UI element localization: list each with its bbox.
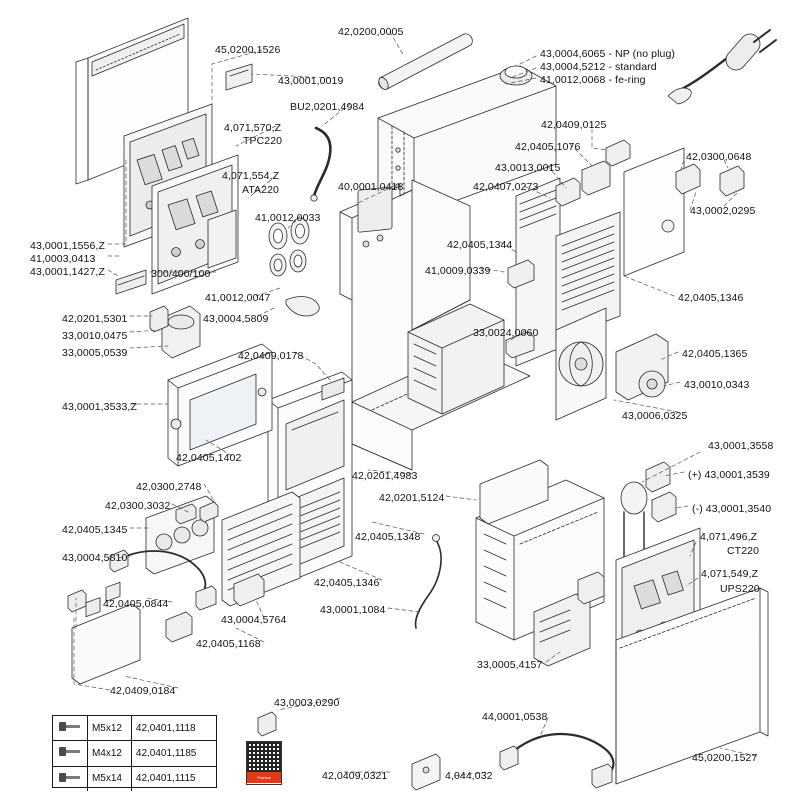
part-label: 33,0010,0475 [62,330,128,342]
fastener-part-number: 42,0401,1185 [131,741,216,766]
part-label: 43,0010,0343 [684,379,750,391]
part-label: 45,0200,1527 [692,752,758,764]
part-label: 42,0405,1346 [678,292,744,304]
fastener-size: M5x12 [87,716,131,741]
part-label: 40,0001,0418 [338,181,404,193]
qr-code-sticker [246,741,282,785]
part-label: 42,0409,0125 [541,119,607,131]
part-label: 43,0004,5212 - standard [540,61,657,73]
part-label: 43,0003,0290 [274,697,340,709]
part-label: 4,071,570,Z [224,122,282,134]
part-label: 42,0405,1168 [196,638,261,650]
part-label: 42,0405,1365 [682,348,748,360]
part-label: TPC220 [243,135,283,147]
bolt-icon [53,741,87,766]
part-label: (-) 43,0001,3540 [692,503,772,515]
part-label: 43,0004,6065 - NP (no plug) [540,48,676,60]
part-label: 43,0001,3558 [708,440,774,452]
part-label: 41,0009,0339 [425,265,491,277]
part-label: CT220 [727,545,760,557]
part-label: 42,0407,0273 [473,181,539,193]
part-label: 42,0405,1346 [314,577,380,589]
part-label: 42,0200,0005 [338,26,404,38]
table-row [53,766,216,791]
part-label: 42,0409,0184 [110,685,176,697]
part-label: 43,0001,3533,Z [62,401,137,413]
part-label: 43,0001,0019 [278,75,344,87]
part-label: 43,0004,5764 [221,614,287,626]
part-label: 43,0002,0295 [690,205,756,217]
part-label: 43,0001,1427,Z [30,266,105,278]
part-label: UPS220 [720,583,760,595]
fastener-size: M5x14 [87,766,131,791]
part-label: 4,071,496,Z [700,531,758,543]
part-label: 42,0201,4983 [352,470,418,482]
part-label: 300/400/100 [151,268,211,280]
part-label: 42,0300,2748 [136,481,202,493]
part-label: 41,0012,0068 - fe-ring [540,74,646,86]
table-row [53,716,216,741]
part-label: 43,0001,1556,Z [30,240,105,252]
part-label: 41,0003,0413 [30,253,96,265]
part-label: 33,0024,0060 [473,327,539,339]
bolt-icon [53,716,87,741]
fastener-legend [52,715,217,788]
qr-caption: Fronius [247,772,281,783]
fastener-part-number: 42,0401,1115 [131,766,216,791]
part-label: 4,044,032 [445,770,493,782]
part-label: 43,0006,0325 [622,410,688,422]
part-label: 42,0201,5124 [379,492,445,504]
qr-code-icon [247,742,281,772]
part-label: ATA220 [242,184,279,196]
part-label: 42,0405,0844 [103,598,169,610]
table-row [53,741,216,766]
part-label: 42,0300,0648 [686,151,752,163]
part-label: 42,0409,0178 [238,350,304,362]
part-label: 43,0004,5809 [203,313,269,325]
part-label: 42,0405,1348 [355,531,421,543]
part-label: 45,0200,1526 [215,44,281,56]
part-label: BU2,0201,4984 [290,101,365,113]
part-label: 43,0004,5810 [62,552,128,564]
part-label: 4,071,554,Z [222,170,280,182]
part-label: 43,0013,0015 [495,162,561,174]
part-label: 33,0005,4157 [477,659,543,671]
bolt-icon [53,766,87,791]
part-label: 33,0005,0539 [62,347,128,359]
part-label: (+) 43,0001,3539 [688,469,770,481]
part-label: 43,0001,1084 [320,604,386,616]
part-label: 42,0405,1076 [515,141,581,153]
fastener-part-number: 42,0401,1118 [131,716,216,741]
part-label: 42,0405,1345 [62,524,128,536]
fastener-size: M4x12 [87,741,131,766]
part-label: 41,0012,0047 [205,292,271,304]
part-label: 4,071,549,Z [701,568,759,580]
part-label: 41,0012,0033 [255,212,321,224]
part-label: 42,0409,0321 [322,770,388,782]
part-label: 44,0001,0538 [482,711,548,723]
part-label: 42,0201,5301 [62,313,128,325]
part-label: 42,0405,1402 [176,452,242,464]
part-label: 42,0300,3032 [105,500,171,512]
part-label: 42,0405,1344 [447,239,513,251]
